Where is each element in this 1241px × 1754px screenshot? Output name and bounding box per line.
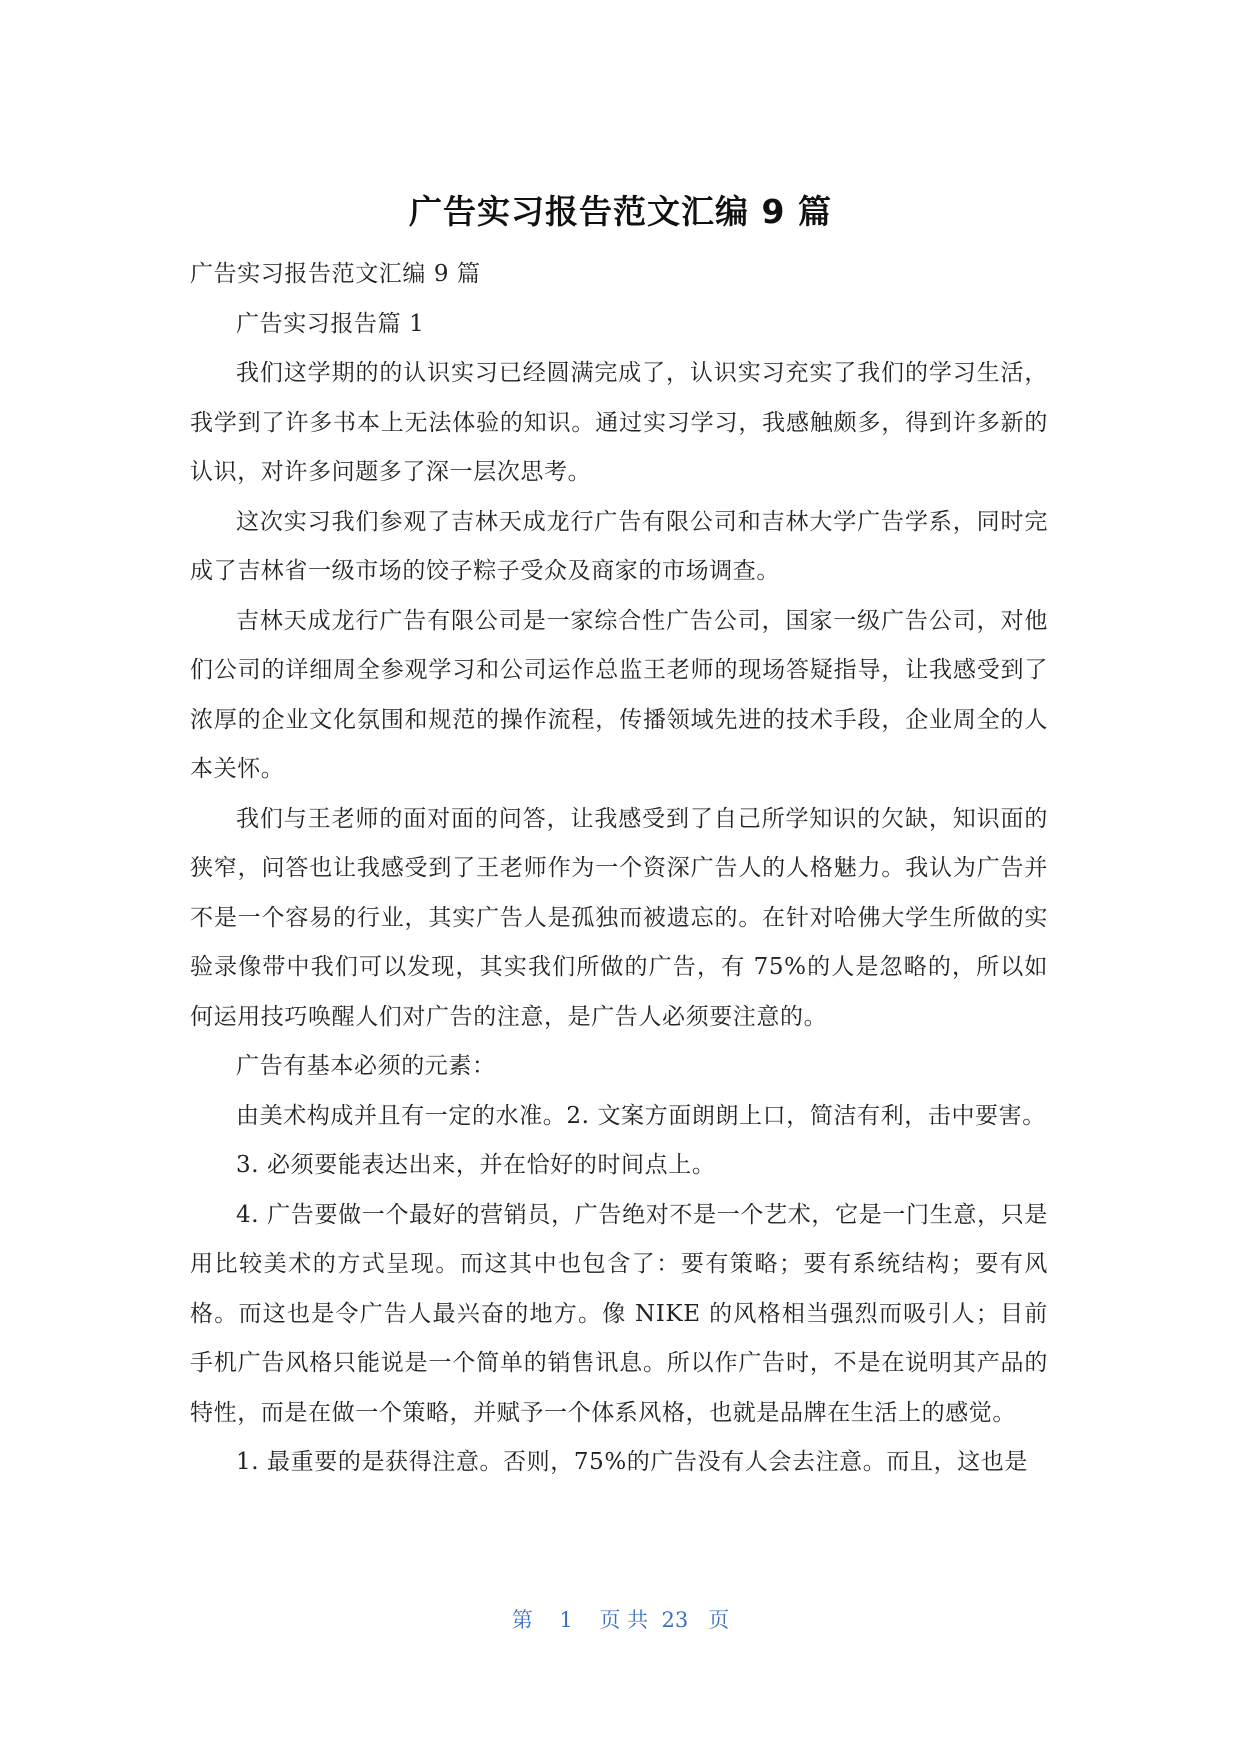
section-heading: 广告实习报告篇 1 (236, 310, 425, 337)
footer-total-pages: 23 (661, 1608, 689, 1632)
paragraph: 4. 广告要做一个最好的营销员，广告绝对不是一个艺术，它是一门生意，只是用比较美术的方式呈现。而这其中也包含了：要有策略；要有系统结构；要有风格。而这也是令广告人最兴奋的地方。像 NIKE 的风格相当强烈而吸引人；目前手机广告风格只能说是一个简单的销售讯息。所以作广告时，不是在说明其产品的特性，而是在做一个策略，并赋予一个体系风格，也就是品牌在生活上的感觉。 (190, 1201, 1048, 1426)
paragraph: 我们这学期的的认识实习已经圆满完成了，认识实习充实了我们的学习生活，我学到了许多书本上无法体验的知识。通过实习学习，我感触颇多，得到许多新的认识，对许多问题多了深一层次思考。 (190, 360, 1048, 485)
document-body (190, 250, 1048, 1488)
paragraph: 1. 最重要的是获得注意。否则，75%的广告没有人会去注意。而且，这也是 (236, 1449, 1028, 1475)
paragraph: 3. 必须要能表达出来，并在恰好的时间点上。 (236, 1152, 716, 1178)
paragraph: 由美术构成并且有一定的水准。2. 文案方面朗朗上口，简洁有利，击中要害。 (236, 1102, 1046, 1129)
page-footer (0, 1604, 1241, 1634)
footer-label-of: 页 共 (599, 1608, 649, 1632)
paragraph: 这次实习我们参观了吉林天成龙行广告有限公司和吉林大学广告学系，同时完成了吉林省一级市场的饺子粽子受众及商家的市场调查。 (190, 508, 1048, 584)
footer-current-page: 1 (559, 1608, 573, 1632)
footer-label-page: 第 (511, 1608, 533, 1632)
document-subtitle: 广告实习报告范文汇编 9 篇 (190, 261, 481, 287)
document-title: 广告实习报告范文汇编 9 篇 (409, 192, 832, 231)
footer-label-end: 页 (708, 1608, 730, 1632)
paragraph: 我们与王老师的面对面的问答，让我感受到了自己所学知识的欠缺，知识面的狭窄，问答也让我感受到了王老师作为一个资深广告人的人格魅力。我认为广告并不是一个容易的行业，其实广告人是孤独而被遗忘的。在针对哈佛大学生所做的实验录像带中我们可以发现，其实我们所做的广告，有 75%的人是忽略的，所以如何运用技巧唤醒人们对广告的注意，是广告人必须要注意的。 (190, 805, 1048, 1030)
paragraph: 广告有基本必须的元素： (236, 1053, 496, 1079)
paragraph: 吉林天成龙行广告有限公司是一家综合性广告公司，国家一级广告公司，对他们公司的详细周全参观学习和公司运作总监王老师的现场答疑指导，让我感受到了浓厚的企业文化氛围和规范的操作流程，传播领域先进的技术手段，企业周全的人本关怀。 (190, 607, 1048, 782)
